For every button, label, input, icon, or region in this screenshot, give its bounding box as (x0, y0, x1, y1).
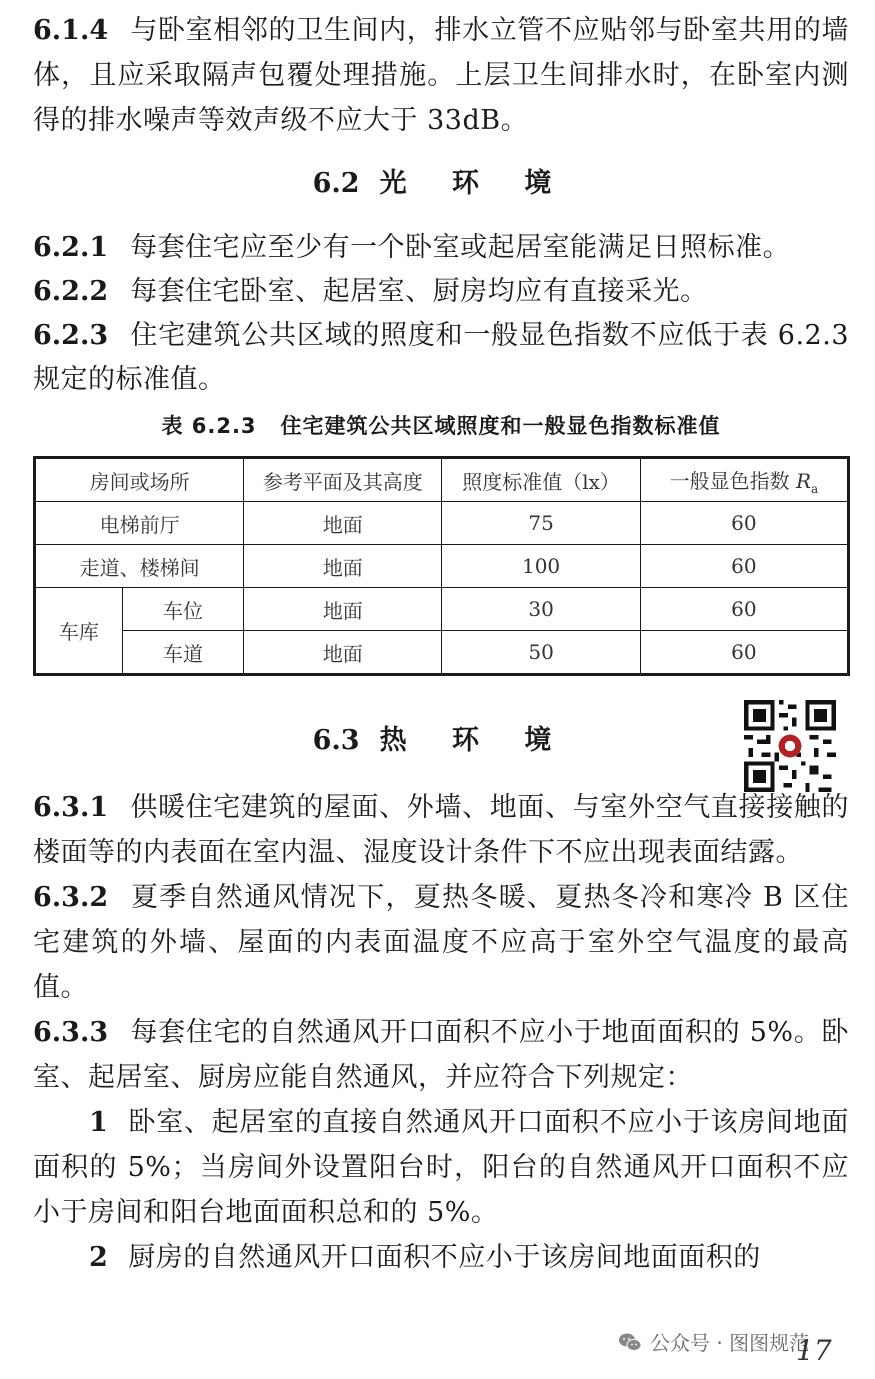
cell-group-garage: 车库 (35, 588, 123, 675)
list-item-2 (33, 1235, 849, 1280)
clause-6-2-1 (33, 226, 849, 270)
wechat-brand-watermark (618, 1327, 809, 1356)
header-ra-sub: a (811, 481, 819, 496)
illuminance-table (33, 456, 850, 676)
cell-ra: 60 (640, 502, 848, 545)
clause-6-2-3 (33, 314, 849, 402)
cell-ra: 60 (640, 588, 848, 631)
clause-text: 每套住宅卧室、起居室、厨房均应有直接采光。 (130, 276, 708, 307)
cell-place: 走道、楼梯间 (35, 545, 244, 588)
section-title: 光 环 境 (379, 168, 570, 199)
clause-6-1-4 (33, 8, 849, 143)
cell-plane: 地面 (244, 545, 442, 588)
section-heading-6-2 (33, 161, 849, 206)
cell-lux: 75 (442, 502, 640, 545)
document-page (33, 8, 849, 1280)
wechat-icon (618, 1332, 642, 1352)
header-place: 房间或场所 (35, 458, 244, 502)
item-text: 卧室、起居室的直接自然通风开口面积不应小于该房间地面面积的 5%；当房间外设置阳台时，阳台的自然通风开口面积不应小于房间和阳台地面面积总和的 5%。 (33, 1107, 849, 1228)
header-ra-symbol: R (795, 468, 812, 493)
header-ra-prefix: 一般显色指数 (669, 468, 796, 493)
table-number: 表 6.2.3 (161, 414, 257, 438)
cell-plane: 地面 (244, 631, 442, 675)
clause-number: 6.1.4 (33, 15, 109, 46)
cell-ra: 60 (640, 545, 848, 588)
brand-text: 公众号 · 图图规范 (650, 1331, 810, 1355)
clause-text: 夏季自然通风情况下，夏热冬暖、夏热冬冷和寒冷 B 区住宅建筑的外墙、屋面的内表面温度不应高于室外空气温度的最高值。 (33, 882, 849, 1003)
clause-number: 6.3.3 (33, 1017, 109, 1048)
list-item-1 (33, 1100, 849, 1235)
cell-lux: 50 (442, 631, 640, 675)
cell-plane: 地面 (244, 502, 442, 545)
header-plane: 参考平面及其高度 (244, 458, 442, 502)
header-ra (640, 458, 848, 502)
clause-text: 每套住宅的自然通风开口面积不应小于地面面积的 5%。卧室、起居室、厨房应能自然通风，并应符合下列规定： (33, 1017, 849, 1093)
table-caption (33, 406, 849, 446)
clause-text: 每套住宅应至少有一个卧室或起居室能满足日照标准。 (130, 232, 791, 263)
clause-text: 住宅建筑公共区域的照度和一般显色指数不应低于表 6.2.3 规定的标准值。 (33, 320, 849, 395)
cell-ra: 60 (640, 631, 848, 675)
section-number: 6.3 (312, 725, 360, 756)
section-heading-6-3 (33, 718, 849, 763)
clause-text: 供暖住宅建筑的屋面、外墙、地面、与室外空气直接接触的楼面等的内表面在室内温、湿度设计条件下不应出现表面结露。 (33, 792, 849, 868)
cell-subplace: 车道 (122, 631, 244, 675)
table-header-row (35, 458, 849, 502)
header-lux: 照度标准值（lx） (442, 458, 640, 502)
cell-lux: 100 (442, 545, 640, 588)
item-number: 1 (89, 1107, 109, 1138)
clause-number: 6.3.1 (33, 792, 109, 823)
item-text: 厨房的自然通风开口面积不应小于该房间地面面积的 (128, 1242, 761, 1273)
clause-text: 与卧室相邻的卫生间内，排水立管不应贴邻与卧室共用的墙体，且应采取隔声包覆处理措施。上层卫生间排水时，在卧室内测得的排水噪声等效声级不应大于 33dB。 (33, 15, 849, 136)
item-number: 2 (89, 1242, 109, 1273)
clause-number: 6.3.2 (33, 882, 109, 913)
qr-code-icon (743, 700, 837, 792)
cell-subplace: 车位 (122, 588, 244, 631)
table-row (35, 545, 849, 588)
clause-number: 6.2.3 (33, 320, 109, 351)
table-row (35, 588, 849, 631)
table-row (35, 502, 849, 545)
cell-plane: 地面 (244, 588, 442, 631)
clause-number: 6.2.2 (33, 276, 109, 307)
cell-lux: 30 (442, 588, 640, 631)
page-number: 17 (796, 1334, 832, 1367)
clause-6-2-2 (33, 270, 849, 314)
clause-6-3-1 (33, 785, 849, 875)
clause-number: 6.2.1 (33, 232, 109, 263)
clause-6-3-2 (33, 875, 849, 1010)
section-title: 热 环 境 (379, 725, 570, 756)
cell-place: 电梯前厅 (35, 502, 244, 545)
section-number: 6.2 (312, 168, 360, 199)
clause-6-3-3 (33, 1010, 849, 1100)
table-row (35, 631, 849, 675)
table-caption-text: 住宅建筑公共区域照度和一般显色指数标准值 (280, 414, 721, 438)
